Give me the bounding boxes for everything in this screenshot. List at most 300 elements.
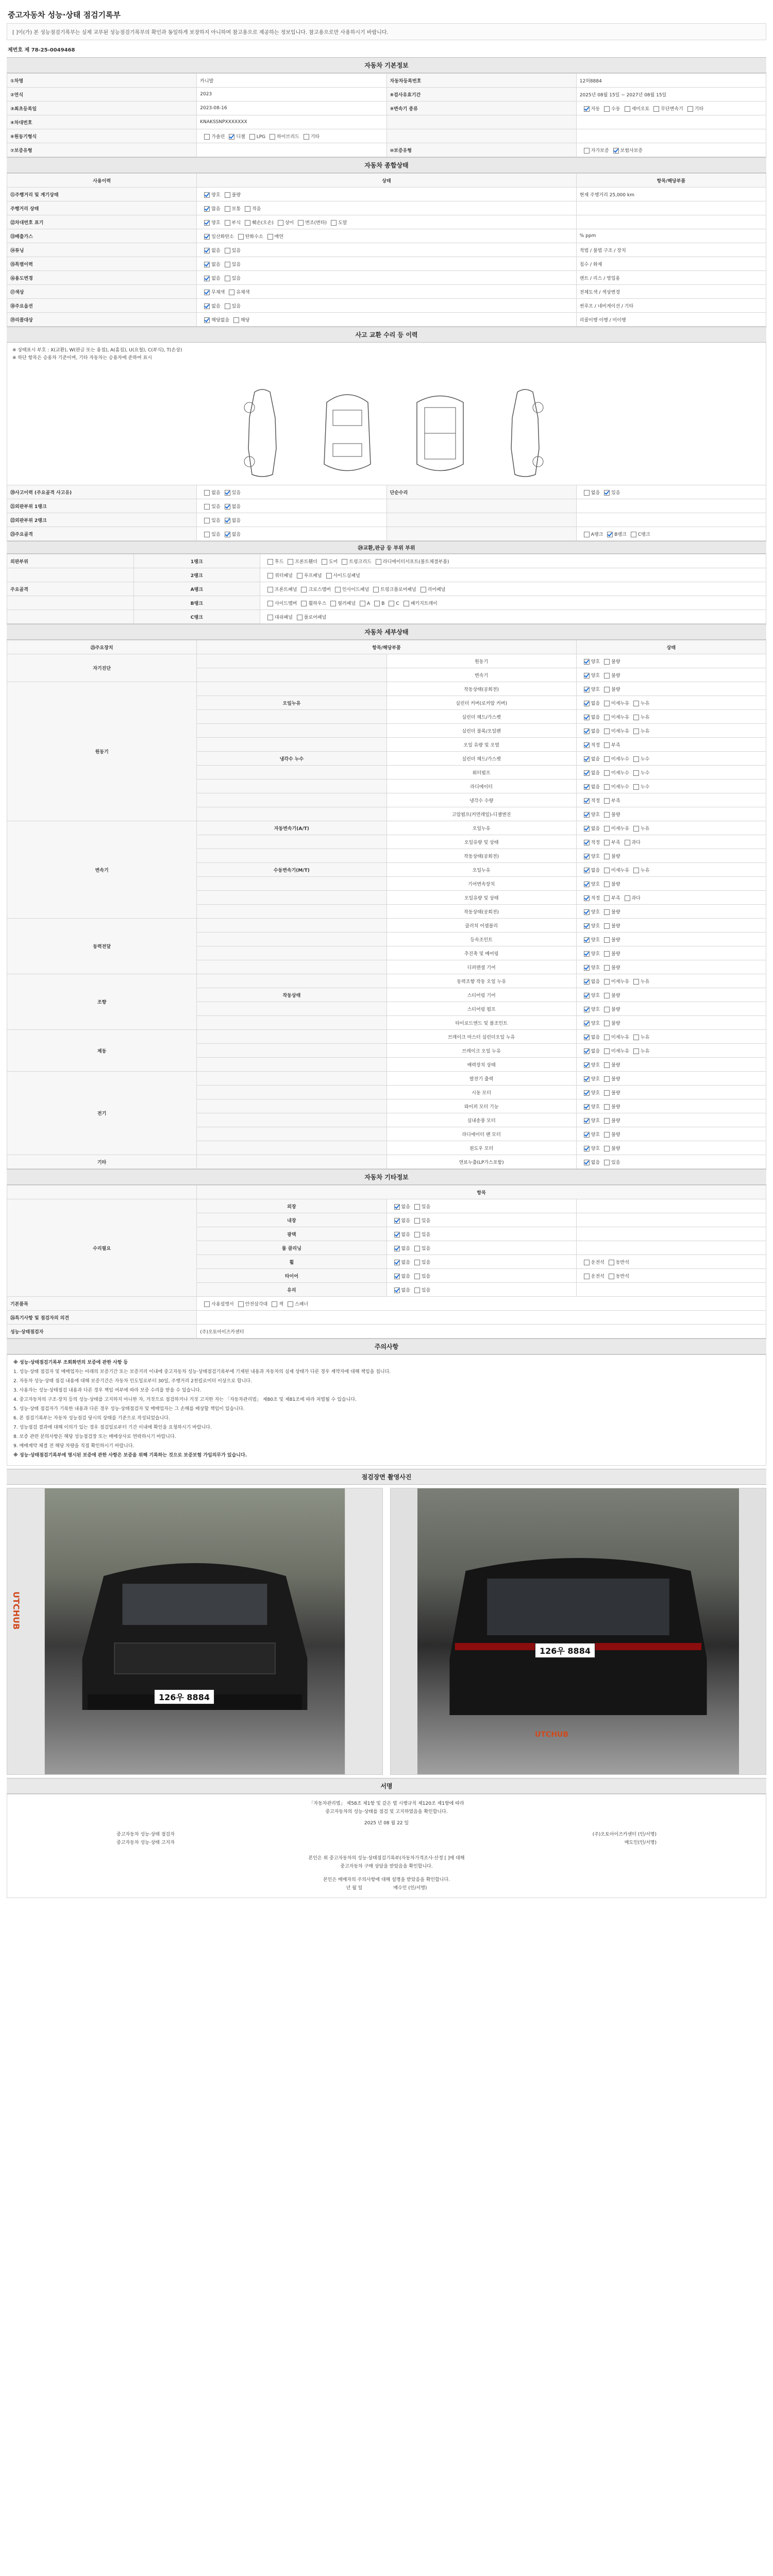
option[interactable] xyxy=(580,922,600,929)
option[interactable] xyxy=(221,489,241,496)
checkbox-icon[interactable] xyxy=(604,1146,610,1151)
checkbox-icon[interactable] xyxy=(267,559,273,565)
option[interactable] xyxy=(274,219,294,226)
checkbox-icon[interactable] xyxy=(584,951,590,957)
checkbox-icon[interactable] xyxy=(584,532,590,537)
checkbox-icon[interactable] xyxy=(204,192,210,198)
checkbox-icon[interactable] xyxy=(584,979,590,985)
option[interactable] xyxy=(390,1273,410,1279)
option[interactable] xyxy=(410,1286,430,1293)
checkbox-icon[interactable] xyxy=(604,937,610,943)
option[interactable] xyxy=(580,880,600,887)
option[interactable] xyxy=(225,133,245,140)
option[interactable] xyxy=(600,1131,620,1138)
option[interactable] xyxy=(600,811,620,818)
option[interactable] xyxy=(263,572,293,579)
option[interactable] xyxy=(390,1259,410,1265)
option[interactable] xyxy=(600,1089,620,1096)
option[interactable] xyxy=(241,219,274,226)
option[interactable] xyxy=(649,105,683,112)
checkbox-icon[interactable] xyxy=(233,317,239,323)
option[interactable] xyxy=(221,275,241,281)
option[interactable] xyxy=(331,586,369,592)
checkbox-icon[interactable] xyxy=(604,909,610,915)
option[interactable] xyxy=(267,1300,283,1307)
option[interactable] xyxy=(604,1259,629,1265)
checkbox-icon[interactable] xyxy=(604,854,610,859)
checkbox-icon[interactable] xyxy=(204,220,210,226)
option[interactable] xyxy=(221,205,241,212)
option[interactable] xyxy=(620,894,641,901)
option[interactable] xyxy=(600,853,620,859)
checkbox-icon[interactable] xyxy=(604,728,610,734)
checkbox-icon[interactable] xyxy=(301,587,307,592)
option[interactable] xyxy=(580,727,600,734)
option[interactable] xyxy=(410,1245,430,1251)
checkbox-icon[interactable] xyxy=(604,993,610,998)
option[interactable] xyxy=(629,825,649,832)
option[interactable] xyxy=(600,950,620,957)
option[interactable] xyxy=(580,105,600,112)
option[interactable] xyxy=(384,601,399,606)
checkbox-icon[interactable] xyxy=(633,770,639,776)
checkbox-icon[interactable] xyxy=(225,206,230,212)
option[interactable] xyxy=(580,1089,600,1096)
option[interactable] xyxy=(580,894,600,901)
option[interactable] xyxy=(580,867,600,873)
checkbox-icon[interactable] xyxy=(225,490,230,496)
option[interactable] xyxy=(580,531,603,537)
checkbox-icon[interactable] xyxy=(414,1260,420,1265)
option[interactable] xyxy=(600,1075,620,1082)
checkbox-icon[interactable] xyxy=(389,601,394,606)
option[interactable] xyxy=(372,558,449,565)
checkbox-icon[interactable] xyxy=(584,490,590,496)
checkbox-icon[interactable] xyxy=(633,756,639,762)
option[interactable] xyxy=(200,517,220,523)
option[interactable] xyxy=(410,1217,430,1224)
option[interactable] xyxy=(580,1273,604,1279)
option[interactable] xyxy=(629,727,649,734)
option[interactable] xyxy=(629,1047,649,1054)
option[interactable] xyxy=(410,1259,430,1265)
option[interactable] xyxy=(200,219,220,226)
checkbox-icon[interactable] xyxy=(604,882,610,887)
checkbox-icon[interactable] xyxy=(204,134,210,140)
option[interactable] xyxy=(600,839,620,845)
option[interactable] xyxy=(580,992,600,998)
checkbox-icon[interactable] xyxy=(604,659,610,665)
option[interactable] xyxy=(627,531,650,537)
checkbox-icon[interactable] xyxy=(374,601,380,606)
option[interactable] xyxy=(299,133,320,140)
option[interactable] xyxy=(600,825,629,832)
checkbox-icon[interactable] xyxy=(584,937,590,943)
option[interactable] xyxy=(603,531,627,537)
option[interactable] xyxy=(221,302,241,309)
option[interactable] xyxy=(338,558,371,565)
option[interactable] xyxy=(629,867,649,873)
checkbox-icon[interactable] xyxy=(584,882,590,887)
checkbox-icon[interactable] xyxy=(394,1232,400,1238)
option[interactable] xyxy=(580,755,600,762)
checkbox-icon[interactable] xyxy=(245,220,250,226)
checkbox-icon[interactable] xyxy=(584,993,590,998)
checkbox-icon[interactable] xyxy=(609,1260,614,1265)
option[interactable] xyxy=(390,1217,410,1224)
option[interactable] xyxy=(580,1006,600,1012)
option[interactable] xyxy=(600,1103,620,1110)
checkbox-icon[interactable] xyxy=(604,687,610,692)
option[interactable] xyxy=(629,714,649,720)
checkbox-icon[interactable] xyxy=(584,909,590,915)
option[interactable] xyxy=(600,1047,629,1054)
checkbox-icon[interactable] xyxy=(376,559,381,565)
option[interactable] xyxy=(200,289,225,295)
checkbox-icon[interactable] xyxy=(604,1160,610,1165)
option[interactable] xyxy=(600,978,629,985)
checkbox-icon[interactable] xyxy=(584,840,590,845)
checkbox-icon[interactable] xyxy=(584,1007,590,1012)
checkbox-icon[interactable] xyxy=(604,1021,610,1026)
checkbox-icon[interactable] xyxy=(288,559,293,565)
option[interactable] xyxy=(390,1286,410,1293)
checkbox-icon[interactable] xyxy=(604,1035,610,1040)
checkbox-icon[interactable] xyxy=(204,290,210,295)
checkbox-icon[interactable] xyxy=(204,206,210,212)
option[interactable] xyxy=(600,489,620,496)
checkbox-icon[interactable] xyxy=(604,923,610,929)
option[interactable] xyxy=(600,867,629,873)
option[interactable] xyxy=(580,1131,600,1138)
option[interactable] xyxy=(580,839,600,845)
option[interactable] xyxy=(629,783,649,790)
checkbox-icon[interactable] xyxy=(225,220,230,226)
option[interactable] xyxy=(283,1300,308,1307)
option[interactable] xyxy=(327,219,347,226)
checkbox-icon[interactable] xyxy=(604,965,610,971)
checkbox-icon[interactable] xyxy=(633,1035,639,1040)
checkbox-icon[interactable] xyxy=(653,106,659,112)
option[interactable] xyxy=(600,1061,620,1068)
option[interactable] xyxy=(600,755,629,762)
checkbox-icon[interactable] xyxy=(297,573,303,579)
checkbox-icon[interactable] xyxy=(584,756,590,762)
option[interactable] xyxy=(600,686,620,692)
checkbox-icon[interactable] xyxy=(633,701,639,706)
checkbox-icon[interactable] xyxy=(326,573,332,579)
checkbox-icon[interactable] xyxy=(204,518,210,523)
option[interactable] xyxy=(234,1300,267,1307)
checkbox-icon[interactable] xyxy=(204,317,210,323)
checkbox-icon[interactable] xyxy=(584,784,590,790)
checkbox-icon[interactable] xyxy=(604,1076,610,1082)
checkbox-icon[interactable] xyxy=(604,1132,610,1138)
checkbox-icon[interactable] xyxy=(584,1021,590,1026)
checkbox-icon[interactable] xyxy=(204,490,210,496)
checkbox-icon[interactable] xyxy=(414,1246,420,1251)
option[interactable] xyxy=(410,1203,430,1210)
checkbox-icon[interactable] xyxy=(584,1160,590,1165)
option[interactable] xyxy=(265,133,299,140)
checkbox-icon[interactable] xyxy=(238,1301,244,1307)
option[interactable] xyxy=(221,503,241,510)
checkbox-icon[interactable] xyxy=(335,587,341,592)
checkbox-icon[interactable] xyxy=(604,490,610,496)
checkbox-icon[interactable] xyxy=(584,965,590,971)
option[interactable] xyxy=(600,658,620,665)
option[interactable] xyxy=(356,601,370,606)
option[interactable] xyxy=(600,727,629,734)
option[interactable] xyxy=(600,1159,620,1165)
option[interactable] xyxy=(580,1061,600,1068)
checkbox-icon[interactable] xyxy=(278,220,283,226)
checkbox-icon[interactable] xyxy=(414,1232,420,1238)
option[interactable] xyxy=(293,572,322,579)
option[interactable] xyxy=(263,233,283,240)
option[interactable] xyxy=(600,783,629,790)
checkbox-icon[interactable] xyxy=(225,532,230,537)
option[interactable] xyxy=(600,1033,629,1040)
option[interactable] xyxy=(580,741,600,748)
checkbox-icon[interactable] xyxy=(633,979,639,985)
checkbox-icon[interactable] xyxy=(360,601,365,606)
option[interactable] xyxy=(390,1245,410,1251)
checkbox-icon[interactable] xyxy=(604,798,610,804)
checkbox-icon[interactable] xyxy=(394,1218,400,1224)
option[interactable] xyxy=(229,316,249,323)
option[interactable] xyxy=(293,614,326,620)
checkbox-icon[interactable] xyxy=(604,784,610,790)
option[interactable] xyxy=(600,922,620,929)
option[interactable] xyxy=(600,1145,620,1151)
option[interactable] xyxy=(580,908,600,915)
checkbox-icon[interactable] xyxy=(404,601,409,606)
option[interactable] xyxy=(580,964,600,971)
checkbox-icon[interactable] xyxy=(625,895,630,901)
option[interactable] xyxy=(580,825,600,832)
checkbox-icon[interactable] xyxy=(613,148,619,154)
option[interactable] xyxy=(200,489,220,496)
option[interactable] xyxy=(600,741,620,748)
option[interactable] xyxy=(221,247,241,253)
option[interactable] xyxy=(263,600,297,606)
checkbox-icon[interactable] xyxy=(394,1246,400,1251)
checkbox-icon[interactable] xyxy=(394,1204,400,1210)
option[interactable] xyxy=(580,1117,600,1124)
checkbox-icon[interactable] xyxy=(421,587,426,592)
option[interactable] xyxy=(600,1006,620,1012)
checkbox-icon[interactable] xyxy=(584,673,590,679)
option[interactable] xyxy=(580,1047,600,1054)
option[interactable] xyxy=(580,672,600,679)
option[interactable] xyxy=(580,1103,600,1110)
checkbox-icon[interactable] xyxy=(604,1062,610,1068)
checkbox-icon[interactable] xyxy=(204,234,210,240)
checkbox-icon[interactable] xyxy=(604,673,610,679)
checkbox-icon[interactable] xyxy=(298,220,304,226)
option[interactable] xyxy=(580,714,600,720)
option[interactable] xyxy=(600,105,620,112)
option[interactable] xyxy=(629,1033,649,1040)
checkbox-icon[interactable] xyxy=(584,854,590,859)
checkbox-icon[interactable] xyxy=(245,206,250,212)
checkbox-icon[interactable] xyxy=(414,1218,420,1224)
option[interactable] xyxy=(200,1300,233,1307)
checkbox-icon[interactable] xyxy=(229,134,234,140)
option[interactable] xyxy=(580,1075,600,1082)
checkbox-icon[interactable] xyxy=(584,923,590,929)
option[interactable] xyxy=(200,316,229,323)
checkbox-icon[interactable] xyxy=(604,1118,610,1124)
option[interactable] xyxy=(390,1231,410,1238)
option[interactable] xyxy=(245,134,265,140)
checkbox-icon[interactable] xyxy=(604,1007,610,1012)
checkbox-icon[interactable] xyxy=(331,220,337,226)
checkbox-icon[interactable] xyxy=(394,1260,400,1265)
checkbox-icon[interactable] xyxy=(584,1104,590,1110)
option[interactable] xyxy=(580,1033,600,1040)
checkbox-icon[interactable] xyxy=(584,1274,590,1279)
option[interactable] xyxy=(263,586,297,592)
checkbox-icon[interactable] xyxy=(584,1146,590,1151)
checkbox-icon[interactable] xyxy=(633,728,639,734)
option[interactable] xyxy=(600,1020,620,1026)
checkbox-icon[interactable] xyxy=(267,234,273,240)
option[interactable] xyxy=(600,992,620,998)
option[interactable] xyxy=(580,1145,600,1151)
checkbox-icon[interactable] xyxy=(288,1301,293,1307)
option[interactable] xyxy=(200,503,220,510)
checkbox-icon[interactable] xyxy=(204,262,210,267)
option[interactable] xyxy=(294,219,327,226)
option[interactable] xyxy=(600,894,620,901)
checkbox-icon[interactable] xyxy=(584,701,590,706)
checkbox-icon[interactable] xyxy=(225,262,230,267)
checkbox-icon[interactable] xyxy=(414,1287,420,1293)
checkbox-icon[interactable] xyxy=(604,742,610,748)
option[interactable] xyxy=(580,658,600,665)
option[interactable] xyxy=(221,517,241,523)
checkbox-icon[interactable] xyxy=(584,1076,590,1082)
checkbox-icon[interactable] xyxy=(322,559,327,565)
checkbox-icon[interactable] xyxy=(584,868,590,873)
checkbox-icon[interactable] xyxy=(633,868,639,873)
option[interactable] xyxy=(200,191,220,198)
checkbox-icon[interactable] xyxy=(584,812,590,818)
checkbox-icon[interactable] xyxy=(625,840,630,845)
checkbox-icon[interactable] xyxy=(584,1062,590,1068)
checkbox-icon[interactable] xyxy=(204,532,210,537)
checkbox-icon[interactable] xyxy=(584,1132,590,1138)
option[interactable] xyxy=(580,147,609,154)
option[interactable] xyxy=(580,811,600,818)
checkbox-icon[interactable] xyxy=(229,290,234,295)
checkbox-icon[interactable] xyxy=(342,559,347,565)
option[interactable] xyxy=(600,769,629,776)
checkbox-icon[interactable] xyxy=(604,979,610,985)
option[interactable] xyxy=(283,558,317,565)
checkbox-icon[interactable] xyxy=(604,1104,610,1110)
checkbox-icon[interactable] xyxy=(604,951,610,957)
option[interactable] xyxy=(580,950,600,957)
option[interactable] xyxy=(369,586,416,592)
checkbox-icon[interactable] xyxy=(584,798,590,804)
checkbox-icon[interactable] xyxy=(604,812,610,818)
option[interactable] xyxy=(604,1273,629,1279)
option[interactable] xyxy=(620,105,650,112)
checkbox-icon[interactable] xyxy=(604,826,610,832)
option[interactable] xyxy=(297,600,326,606)
option[interactable] xyxy=(600,880,620,887)
checkbox-icon[interactable] xyxy=(204,276,210,281)
option[interactable] xyxy=(600,908,620,915)
option[interactable] xyxy=(234,233,263,240)
option[interactable] xyxy=(580,853,600,859)
checkbox-icon[interactable] xyxy=(604,106,610,112)
checkbox-icon[interactable] xyxy=(584,715,590,720)
option[interactable] xyxy=(600,714,629,720)
option[interactable] xyxy=(399,600,438,606)
option[interactable] xyxy=(221,531,241,537)
option[interactable] xyxy=(600,936,620,943)
checkbox-icon[interactable] xyxy=(584,826,590,832)
checkbox-icon[interactable] xyxy=(584,895,590,901)
checkbox-icon[interactable] xyxy=(584,1048,590,1054)
option[interactable] xyxy=(416,586,446,592)
checkbox-icon[interactable] xyxy=(604,1090,610,1096)
checkbox-icon[interactable] xyxy=(584,687,590,692)
checkbox-icon[interactable] xyxy=(414,1274,420,1279)
option[interactable] xyxy=(200,302,220,309)
option[interactable] xyxy=(580,783,600,790)
checkbox-icon[interactable] xyxy=(609,1274,614,1279)
checkbox-icon[interactable] xyxy=(633,784,639,790)
option[interactable] xyxy=(600,964,620,971)
checkbox-icon[interactable] xyxy=(225,192,230,198)
checkbox-icon[interactable] xyxy=(584,770,590,776)
checkbox-icon[interactable] xyxy=(687,106,693,112)
option[interactable] xyxy=(580,978,600,985)
option[interactable] xyxy=(322,572,360,579)
checkbox-icon[interactable] xyxy=(633,1048,639,1054)
checkbox-icon[interactable] xyxy=(584,1260,590,1265)
option[interactable] xyxy=(600,797,620,804)
option[interactable] xyxy=(683,105,703,112)
option[interactable] xyxy=(580,936,600,943)
option[interactable] xyxy=(629,769,649,776)
checkbox-icon[interactable] xyxy=(249,134,255,140)
checkbox-icon[interactable] xyxy=(225,248,230,253)
option[interactable] xyxy=(580,700,600,706)
checkbox-icon[interactable] xyxy=(394,1274,400,1279)
checkbox-icon[interactable] xyxy=(297,615,303,620)
checkbox-icon[interactable] xyxy=(584,148,590,154)
option[interactable] xyxy=(200,275,220,281)
option[interactable] xyxy=(580,1020,600,1026)
checkbox-icon[interactable] xyxy=(633,715,639,720)
checkbox-icon[interactable] xyxy=(604,1048,610,1054)
checkbox-icon[interactable] xyxy=(267,601,273,606)
option[interactable] xyxy=(200,531,220,537)
option[interactable] xyxy=(200,247,220,253)
option[interactable] xyxy=(200,205,220,212)
option[interactable] xyxy=(580,489,600,496)
option[interactable] xyxy=(221,261,241,267)
checkbox-icon[interactable] xyxy=(584,728,590,734)
option[interactable] xyxy=(200,233,233,240)
checkbox-icon[interactable] xyxy=(584,1035,590,1040)
